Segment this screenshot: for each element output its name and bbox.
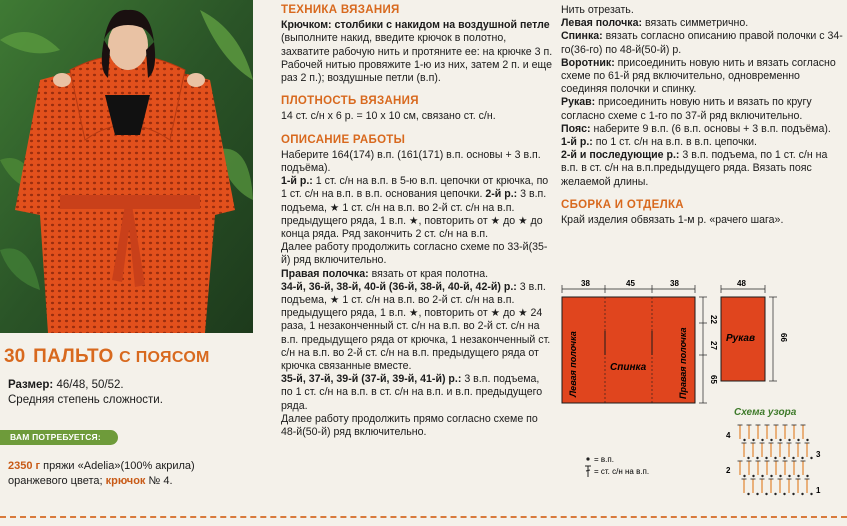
right-front-lead: Правая полочка: <box>281 267 369 280</box>
belt-r2 <box>561 149 843 189</box>
chain-stitch <box>756 493 758 495</box>
belt-lead: Пояс: <box>561 122 591 135</box>
desc-rows-1-2 <box>281 175 553 241</box>
collar-text: присоединить новую нить и вязать согласно схеме по 61-й ряд включительно, одновременно соединяя полочки и спинку. <box>561 56 836 96</box>
right-front-text: вязать от края полотна. <box>368 267 489 280</box>
label-sleeve: Рукав <box>726 333 756 344</box>
dim-27: 27 <box>709 341 718 350</box>
back <box>561 30 843 56</box>
back-lead: Спинка: <box>561 30 603 43</box>
dim-45: 45 <box>626 279 635 288</box>
legend-chain: = в.п. <box>594 455 614 464</box>
size-value: 46/48, 50/52. <box>56 379 124 391</box>
cut-thread: Нить отрезать. <box>561 4 634 16</box>
belt-r2-text: 3 в.п. подъема, по 1 ст. с/н на в.п. в ст. с/н на в.п.предыдущего ряда. Вязать пояс желаемой длины. <box>561 149 828 188</box>
stitch-scheme <box>726 425 821 495</box>
rf-rows <box>281 281 553 373</box>
assembly-heading: СБОРКА И ОТДЕЛКА <box>561 198 684 211</box>
desc-p3: Далее работу продолжить согласно схеме по 33-й(35-й) ряд включительно. <box>281 241 548 267</box>
collar <box>561 57 843 97</box>
rf-rows2-text: 3 в.п. подъема, по 1 ст. с/н на в.п. в ст. с/н на в.п. и в.п. предыдущего ряда. <box>281 373 543 412</box>
density-text: 14 ст. с/н х 6 р. = 10 х 10 см, связано ст. с/н. <box>281 110 496 123</box>
desc-r1-lead: 1-й р.: <box>281 175 313 188</box>
chain-stitch <box>765 493 767 495</box>
double-crochet-icon <box>585 466 591 477</box>
assembly-text: Край изделия обвязать 1-м р. «рачего шага». <box>561 214 784 227</box>
legend-dc: = ст. с/н на в.п. <box>594 467 650 476</box>
chain-stitch <box>756 457 758 459</box>
chain-stitch <box>810 457 812 459</box>
materials-list <box>8 459 253 489</box>
article-title <box>4 346 254 368</box>
article-title-text <box>33 346 210 368</box>
materials-text: пряжи «Adelia»(100% акрила) оранжевого цвета; <box>8 460 195 487</box>
title-part1: ПАЛЬТО <box>33 346 114 367</box>
chain-stitch <box>774 457 776 459</box>
chain-stitch <box>752 439 754 441</box>
rf-rows-text: 3 в.п. подъема, ★ 1 ст. с/н на в.п. во 2-й ст. с/н на в.п. предыдущего ряда, 1 в.п. ★, повторить от ★ до ★ 24 раза, 1 незаконченный ст. с/н на в.п. во 2-й ст. с/н на в.п. предыдущего ряда от крючка, 1 незаконченный ст. с/н на в.п. во 2-й ст. с/н на в.п. предыдущего ряда от крючка связанные вместе. <box>281 280 551 373</box>
description-text <box>281 149 553 439</box>
left-front-lead: Левая полочка: <box>561 17 642 30</box>
hook-label: крючок <box>105 475 146 487</box>
chain-stitch <box>801 493 803 495</box>
belt <box>561 123 843 136</box>
chain-stitch <box>806 475 808 477</box>
chain-stitch <box>783 457 785 459</box>
chain-stitch <box>810 493 812 495</box>
chain-stitch <box>783 493 785 495</box>
belt-r2-lead: 2-й и последующие р.: <box>561 149 680 162</box>
dim-22: 22 <box>709 315 718 324</box>
dim-66: 66 <box>779 333 788 342</box>
dim-65: 65 <box>709 375 718 384</box>
pattern-diagram <box>540 275 845 505</box>
belt-r1-lead: 1-й р.: <box>561 136 593 149</box>
chain-stitch <box>743 439 745 441</box>
dim-38b: 38 <box>670 279 679 288</box>
body-panel <box>562 297 695 403</box>
model-photo <box>0 0 253 333</box>
chain-stitch <box>770 439 772 441</box>
density-heading: ПЛОТНОСТЬ ВЯЗАНИЯ <box>281 95 419 108</box>
rf-rows2-lead: 35-й, 37-й, 39-й (37-й, 39-й, 41-й) р.: <box>281 373 462 386</box>
sleeve-lead: Рукав: <box>561 96 596 109</box>
description-heading: ОПИСАНИЕ РАБОТЫ <box>281 133 406 146</box>
materials-amount: 2350 г <box>8 460 41 472</box>
dim-48: 48 <box>737 279 746 288</box>
rf-rows2 <box>281 373 553 413</box>
rf-rows-lead: 34-й, 36-й, 38-й, 40-й (36-й, 38-й, 40-й, 42-й) р.: <box>281 280 517 293</box>
chain-icon <box>586 457 589 460</box>
size-info <box>8 378 253 408</box>
chain-stitch <box>747 457 749 459</box>
scheme-title: Схема узора <box>734 407 797 418</box>
chain-stitch <box>797 475 799 477</box>
technique-lead: Крючком: столбики с накидом на воздушной петле <box>281 19 550 32</box>
chain-stitch <box>779 439 781 441</box>
desc-r2-text: 3 в.п. подъема, ★ 1 ст. с/н на в.п. во 2-й ст. с/н на в.п. предыдущего ряда, 1 в.п. ★, повторить от ★ до ★ до конца ряда. Ряд закончить 2 ст. с/н на в.п. <box>281 188 547 241</box>
chain-stitch <box>761 475 763 477</box>
row-3: 3 <box>816 450 821 459</box>
chain-stitch <box>797 439 799 441</box>
row-2: 2 <box>726 466 731 475</box>
chain-stitch <box>765 457 767 459</box>
chain-stitch <box>752 475 754 477</box>
row-1: 1 <box>816 486 821 495</box>
desc-p-last: Далее работу продолжить прямо согласно схеме по 48-й(50-й) ряд включительно. <box>281 412 538 439</box>
chain-stitch <box>747 493 749 495</box>
belt-r1-text: по 1 ст. с/н на в.п. в в.п. цепочки. <box>592 136 757 149</box>
sleeve-text: присоединить новую нить и вязать по кругу согласно схеме с 1-го по 37-й ряд включительно. <box>561 96 812 122</box>
legend <box>585 455 649 477</box>
label-right-front: Правая полочка <box>678 327 688 399</box>
title-part2: С ПОЯСОМ <box>119 349 210 366</box>
collar-lead: Воротник: <box>561 56 615 69</box>
chain-stitch <box>806 439 808 441</box>
right-front <box>281 268 553 281</box>
belt-text: наберите 9 в.п. (6 в.п. основы + 3 в.п. подъёма). <box>590 122 831 135</box>
chain-stitch <box>788 439 790 441</box>
back-text: вязать согласно описанию правой полочки с 34-го(36-го) по 48-й(50-й) р. <box>561 30 843 56</box>
belt-r1 <box>561 136 843 149</box>
sleeve <box>561 96 843 122</box>
instructions-column-right <box>561 4 843 227</box>
hook-value: № 4. <box>145 475 173 487</box>
chain-stitch <box>761 439 763 441</box>
label-left-front: Левая полочка <box>568 331 578 397</box>
left-front-text: вязать симметрично. <box>642 17 749 30</box>
difficulty: Средняя степень сложности. <box>8 394 163 406</box>
chain-stitch <box>792 493 794 495</box>
dim-38a: 38 <box>581 279 590 288</box>
article-number: 30 <box>4 346 26 367</box>
instructions-column-middle <box>281 4 553 439</box>
desc-r2-lead: 2-й р.: <box>485 188 518 201</box>
bottom-dashed-rule <box>0 516 847 520</box>
technique-heading: ТЕХНИКА ВЯЗАНИЯ <box>281 4 400 16</box>
row-4: 4 <box>726 431 731 440</box>
left-front <box>561 17 843 30</box>
label-back: Спинка <box>610 362 647 373</box>
technique-body: (выполните накид, введите крючок в полотно, захватите рабочую нить и протяните ее: на крючке 3 п. Рабочей нитью провяжите 1-ю из них, затем 2 п. и еще раз 2 п.); воздушные петли (в.п). <box>281 32 553 85</box>
chain-stitch <box>743 475 745 477</box>
materials-pill: ВАМ ПОТРЕБУЕТСЯ: <box>0 430 118 445</box>
desc-r1-text: 1 ст. с/н на в.п. в 5-ю в.п. цепочки от крючка, по 1 ст. с/н на в.п. в в.п. основания цепочки. <box>281 175 549 201</box>
technique-text <box>281 19 553 85</box>
chain-stitch <box>788 475 790 477</box>
chain-stitch <box>792 457 794 459</box>
desc-p1: Наберите 164(174) в.п. (161(171) в.п. основы + 3 в.п. подъёма). <box>281 148 541 175</box>
size-label: Размер: <box>8 379 54 391</box>
chain-stitch <box>779 475 781 477</box>
chain-stitch <box>801 457 803 459</box>
chain-stitch <box>774 493 776 495</box>
chain-stitch <box>770 475 772 477</box>
